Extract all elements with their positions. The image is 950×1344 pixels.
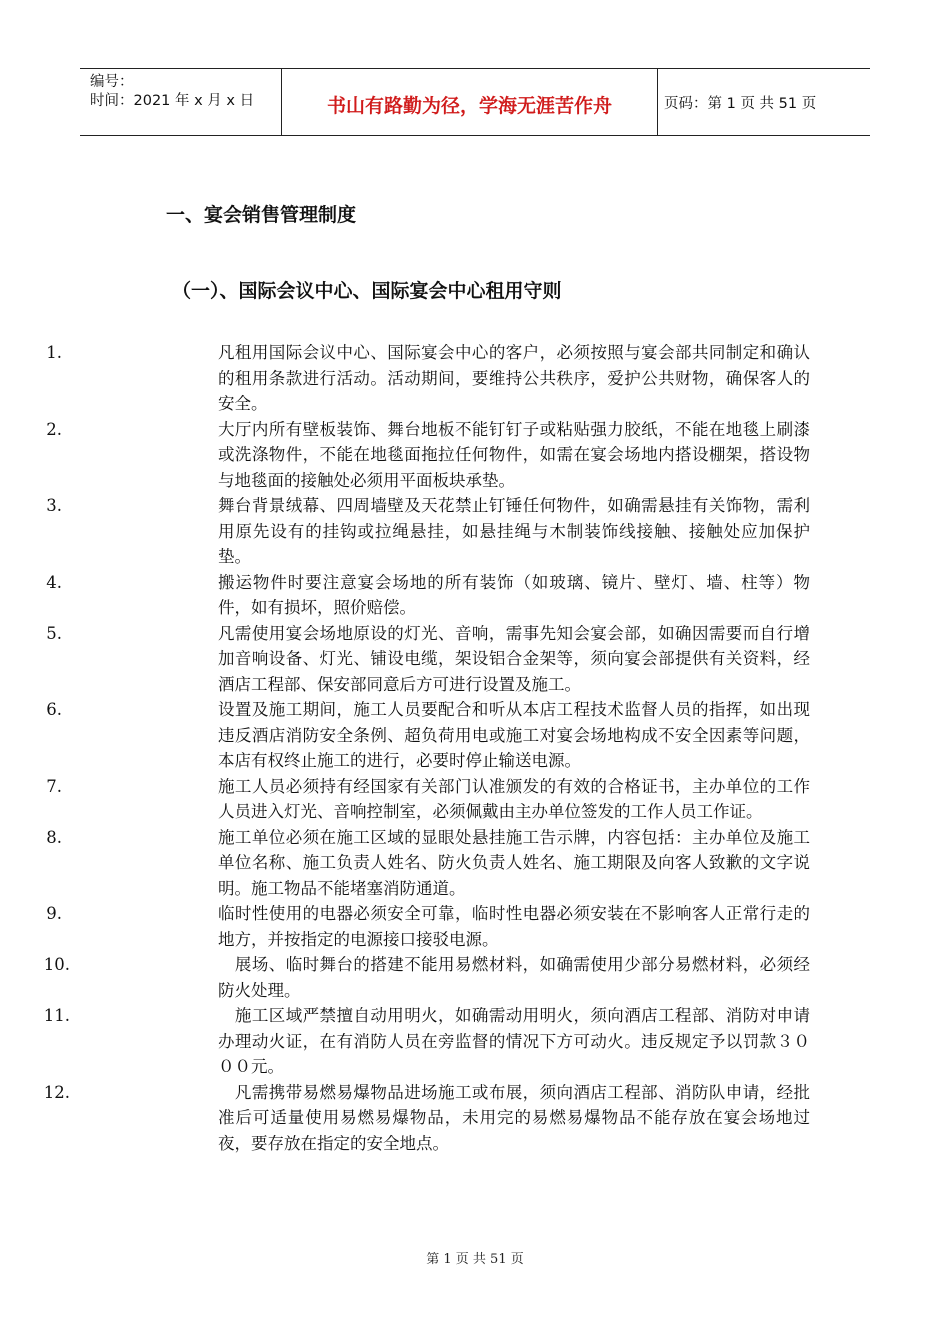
rule-number: 11. [43,1006,70,1025]
page-header [80,68,870,136]
rule-item [0,621,810,698]
rule-text: 施工单位必须在施工区域的显眼处悬挂施工告示牌，内容包括：主办单位及施工单位名称、施工负责人姓名、防火负责人姓名、施工期限及向客人致歉的文字说明。施工物品不能堵塞消防通道。 [218,827,810,898]
rule-item [0,340,810,417]
rule-number: 8. [46,827,62,847]
rule-number: 9. [46,904,62,923]
rule-text: 舞台背景绒幕、四周墙壁及天花禁止钉锤任何物件，如确需悬挂有关饰物，需利用原先设有的挂钩或拉绳悬挂，如悬挂绳与木制装饰线接触、接触处应加保护垫。 [218,496,810,566]
document-number-label: 编号： [90,74,134,90]
rule-text: 大厅内所有壁板装饰、舞台地板不能钉钉子或粘贴强力胶纸，不能在地毯上刷漆或洗涤物件，不能在地毯面拖拉任何物件，如需在宴会场地内搭设棚架，搭设物与地毯面的接触处必须用平面板块承垫。 [218,419,810,490]
rule-item [0,1080,810,1157]
rule-item [0,697,810,774]
rule-item [0,417,810,494]
rule-item [0,493,810,570]
rule-text: 搬运物件时要注意宴会场地的所有装饰（如玻璃、镜片、壁灯、墙、柱等）物件，如有损坏，照价赔偿。 [218,572,810,617]
rule-number: 10. [43,955,70,974]
rule-number: 1. [46,343,62,362]
rule-number: 6. [46,700,62,719]
rule-text: 设置及施工期间，施工人员要配合和听从本店工程技术监督人员的指挥，如出现违反酒店消防安全条例、超负荷用电或施工对宴会场地构成不安全因素等问题，本店有权终止施工的进行，必要时停止输送电源。 [218,700,810,770]
rule-text: 展场、临时舞台的搭建不能用易燃材料，如确需使用少部分易燃材料，必须经防火处理。 [218,955,810,1000]
rule-item [0,774,810,825]
rule-number: 4. [46,572,62,592]
rule-item [0,825,810,902]
rule-text: 临时性使用的电器必须安全可靠，临时性电器必须安装在不影响客人正常行走的地方，并按指定的电源接口接驳电源。 [218,904,810,949]
rule-text: 凡需使用宴会场地原设的灯光、音响，需事先知会宴会部，如确因需要而自行增加音响设备、灯光、铺设电缆，架设铝合金架等，须向宴会部提供有关资料，经酒店工程部、保安部同意后方可进行设置及施工。 [218,623,810,694]
subsection-title: （一）、国际会议中心、国际宴会中心租用守则 [172,280,562,302]
rule-item [0,1003,810,1080]
rule-number: 2. [46,419,62,439]
section-title: 一、宴会销售管理制度 [166,204,357,226]
header-page-info: 页码：第 1 页 共 51 页 [664,95,817,112]
header-meta [80,69,282,135]
rule-item [0,570,810,621]
rules-list [0,340,950,1156]
document-time-label: 时间：2021 年 x 月 x 日 [90,93,255,109]
rule-text: 凡需携带易燃易爆物品进场施工或布展，须向酒店工程部、消防队申请，经批准后可适量使用易燃易爆物品，未用完的易燃易爆物品不能存放在宴会场地过夜，要存放在指定的安全地点。 [218,1082,810,1153]
rule-text: 凡租用国际会议中心、国际宴会中心的客户，必须按照与宴会部共同制定和确认的租用条款进行活动。活动期间，要维持公共秩序，爱护公共财物，确保客人的安全。 [218,343,810,413]
rule-number: 12. [43,1082,70,1102]
rule-number: 5. [46,623,62,643]
rule-number: 7. [46,776,62,796]
header-motto: 书山有路勤为径，学海无涯苦作舟 [282,69,658,135]
rule-number: 3. [46,496,62,515]
rule-text: 施工人员必须持有经国家有关部门认准颁发的有效的合格证书，主办单位的工作人员进入灯光、音响控制室，必须佩戴由主办单位签发的工作人员工作证。 [218,776,810,821]
rule-text: 施工区域严禁擅自动用明火，如确需动用明火，须向酒店工程部、消防对申请办理动火证，在有消防人员在旁监督的情况下方可动火。违反规定予以罚款３０００元。 [218,1006,810,1076]
rule-item [0,901,810,952]
page-footer: 第 1 页 共 51 页 [426,1252,524,1267]
rule-item [0,952,810,1003]
